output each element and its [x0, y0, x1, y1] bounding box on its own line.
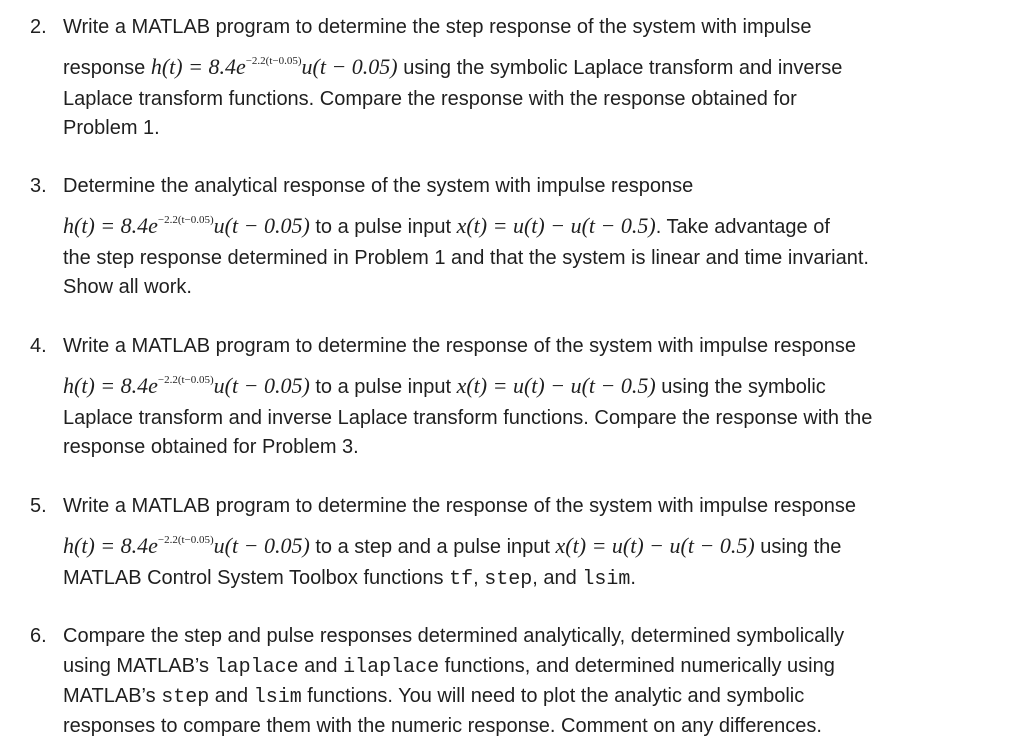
code-step: step [161, 686, 210, 709]
problem-number: 6. [30, 625, 47, 647]
problem-text: $h(t) = 8.4e^{-2.2(t-0.05)}u(t - 0.05)$ to a step and a pulse input x(t) = u(t) − u(t − 0.5) using the [63, 533, 842, 558]
problem-text: Laplace transform and inverse Laplace transform functions. Compare the response with the [63, 407, 873, 429]
problem-text: response $h(t) = 8.4e^{-2.2(t-0.05)}u(t - 0.05)$ using the symbolic Laplace transform and inverse [63, 54, 843, 79]
problem-text: using MATLAB’s laplace and ilaplace functions, and determined numerically using [63, 655, 835, 679]
problem-text: $h(t) = 8.4e^{-2.2(t-0.05)}u(t - 0.05)$ to a pulse input x(t) = u(t) − u(t − 0.5) using the symbolic [63, 373, 826, 398]
code-laplace: laplace [214, 656, 299, 679]
problem-text: the step response determined in Problem 1 and that the system is linear and time invariant. [63, 247, 869, 269]
problem-number: 4. [30, 335, 47, 357]
problem-text: MATLAB Control System Toolbox functions tf, step, and lsim. [63, 567, 636, 591]
problem-text: Laplace transform functions. Compare the response with the response obtained for [63, 88, 797, 110]
impulse-response-formula: $h(t) = 8.4e^{-2.2(t-0.05)}u(t - 0.05)$ [63, 213, 310, 238]
problem-text: MATLAB’s step and lsim functions. You will need to plot the analytic and symbolic [63, 685, 805, 709]
problem-text: Show all work. [63, 276, 192, 298]
impulse-response-formula: $h(t) = 8.4e^{-2.2(t-0.05)}u(t - 0.05)$ [150, 54, 398, 79]
problem-text: Compare the step and pulse responses determined analytically, determined symbolically [63, 625, 845, 647]
pulse-input-formula: x(t) = u(t) − u(t − 0.5) [456, 213, 656, 238]
problem-number: 3. [30, 175, 47, 197]
problem-text: response obtained for Problem 3. [63, 436, 359, 458]
code-tf: tf [449, 568, 474, 591]
problem-number: 5. [30, 495, 47, 517]
pulse-input-formula: x(t) = u(t) − u(t − 0.5) [555, 533, 755, 558]
problem-text: $h(t) = 8.4e^{-2.2(t-0.05)}u(t - 0.05)$ to a pulse input x(t) = u(t) − u(t − 0.5). Take advantage of [63, 213, 830, 238]
code-lsim: lsim [582, 568, 631, 591]
impulse-response-formula: $h(t) = 8.4e^{-2.2(t-0.05)}u(t - 0.05)$ [63, 373, 310, 398]
code-ilaplace: ilaplace [343, 656, 440, 679]
problem-text: Write a MATLAB program to determine the response of the system with impulse response [63, 335, 856, 357]
pulse-input-formula: x(t) = u(t) − u(t − 0.5) [456, 373, 656, 398]
code-step: step [484, 568, 533, 591]
problem-text: responses to compare them with the numeric response. Comment on any differences. [63, 715, 822, 737]
code-lsim: lsim [253, 686, 302, 709]
problem-text: Write a MATLAB program to determine the response of the system with impulse response [63, 495, 856, 517]
problem-text: Problem 1. [63, 117, 160, 139]
problem-text: Determine the analytical response of the system with impulse response [63, 175, 694, 197]
problem-number: 2. [30, 16, 47, 38]
impulse-response-formula: $h(t) = 8.4e^{-2.2(t-0.05)}u(t - 0.05)$ [63, 533, 310, 558]
problem-text: Write a MATLAB program to determine the step response of the system with impulse [63, 16, 812, 38]
